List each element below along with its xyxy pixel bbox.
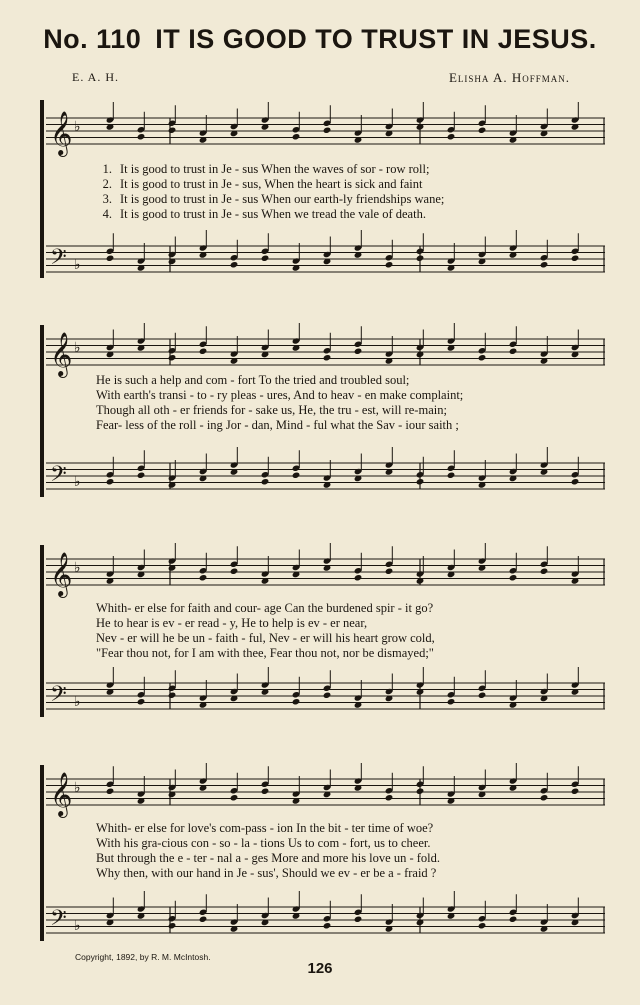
key-flat-icon: ♭	[74, 474, 81, 490]
note-head	[199, 574, 208, 581]
note-head	[416, 788, 425, 795]
treble-staff	[40, 771, 605, 816]
music-system-1	[40, 100, 605, 280]
note-head	[199, 916, 208, 923]
page-number: 126	[307, 960, 333, 977]
verse-line: But through the e - ter - nal a - ges More and more his love un - fold.	[96, 851, 441, 865]
note-head	[354, 916, 363, 923]
bass-clef-icon: 𝄢	[50, 906, 67, 936]
note-head	[447, 133, 456, 140]
staff-notation	[40, 110, 605, 154]
note-head	[261, 255, 270, 262]
note-head	[261, 478, 270, 485]
verse-line: With earth's transi - to - ry pleas - ures, And to heav - en make complaint;	[96, 388, 464, 402]
lyrics-block	[40, 821, 605, 881]
note-head	[230, 261, 239, 268]
note-head	[354, 348, 363, 355]
note-head	[354, 574, 363, 581]
note-head	[230, 794, 239, 801]
note-head	[230, 568, 239, 575]
note-head	[168, 354, 177, 361]
note-head	[106, 478, 115, 485]
note-head	[292, 133, 301, 140]
copyright-notice: Copyright, 1892, by R. M. McIntosh.	[75, 952, 211, 962]
staff-notation	[40, 331, 605, 375]
note-head	[447, 472, 456, 479]
bass-clef-icon: 𝄢	[50, 682, 67, 712]
note-head	[385, 794, 394, 801]
note-head	[106, 788, 115, 795]
verse-line: "Fear thou not, for I am with thee, Fear thou not, nor be dismayed;"	[96, 646, 434, 660]
bass-staff	[40, 238, 605, 278]
lyrics-block	[40, 373, 605, 433]
note-head	[447, 698, 456, 705]
note-head	[106, 255, 115, 262]
note-head	[323, 127, 332, 134]
bass-clef-icon: 𝄢	[50, 462, 67, 492]
treble-clef-icon: 𝄞	[50, 111, 73, 155]
staff-notation	[40, 899, 605, 943]
bass-staff	[40, 455, 605, 495]
key-flat-icon: ♭	[74, 918, 81, 934]
note-head	[540, 261, 549, 268]
verse-line: Why then, with our hand in Je - sus', Should we ev - er be a - fraid ?	[96, 866, 437, 880]
treble-staff	[40, 110, 605, 155]
note-head	[199, 348, 208, 355]
note-head	[478, 354, 487, 361]
note-head	[509, 348, 518, 355]
note-head	[168, 922, 177, 929]
note-head	[416, 478, 425, 485]
note-head	[137, 133, 146, 140]
note-head	[540, 794, 549, 801]
bass-clef-icon: 𝄢	[50, 245, 67, 275]
verse-line: With his gra-cious con - so - la - tions Us to com - fort, us to cheer.	[96, 836, 431, 850]
note-head	[540, 568, 549, 575]
note-head	[571, 255, 580, 262]
lyrics-block	[40, 162, 605, 222]
hymn-title-line	[0, 24, 640, 55]
hymn-title: IT IS GOOD TO TRUST IN JESUS.	[155, 24, 597, 54]
key-flat-icon: ♭	[74, 780, 81, 796]
note-head	[509, 574, 518, 581]
music-system-4	[40, 765, 605, 945]
verse-line: Whith- er else for faith and cour- age Can the burdened spir - it go?	[96, 601, 434, 615]
verse-line: Fear- less of the roll - ing Jor - dan, Mind - ful what the Sav - iour saith ;	[96, 418, 459, 432]
lyrics-block	[40, 601, 605, 661]
treble-clef-icon: 𝄞	[50, 332, 73, 376]
note-head	[385, 568, 394, 575]
music-credit: Elisha A. Hoffman.	[448, 70, 570, 85]
note-head	[137, 472, 146, 479]
verse-line: Nev - er will he be un - faith - ful, Nev - er will his heart grow cold,	[96, 631, 435, 645]
treble-staff	[40, 551, 605, 596]
staff-notation	[40, 675, 605, 719]
treble-clef-icon: 𝄞	[50, 772, 73, 816]
staff-notation	[40, 551, 605, 595]
verse-line: He is such a help and com - fort To the tried and troubled soul;	[96, 373, 410, 387]
words-credit: E. A. H.	[72, 70, 119, 84]
key-flat-icon: ♭	[74, 340, 81, 356]
note-head	[416, 255, 425, 262]
music-system-3	[40, 545, 605, 725]
note-head	[571, 478, 580, 485]
verse-line: 1. It is good to trust in Je - sus When the waves of sor - row roll;	[102, 162, 430, 176]
note-head	[478, 692, 487, 699]
key-flat-icon: ♭	[74, 694, 81, 710]
note-head	[571, 788, 580, 795]
note-head	[261, 788, 270, 795]
verse-line: He to hear is ev - er read - y, He to help is ev - er near,	[96, 616, 368, 630]
note-head	[323, 692, 332, 699]
staff-notation	[40, 455, 605, 499]
note-head	[323, 922, 332, 929]
note-head	[478, 922, 487, 929]
verse-line: Whith- er else for love's com-pass - ion In the bit - ter time of woe?	[96, 821, 434, 835]
note-head	[168, 692, 177, 699]
key-flat-icon: ♭	[74, 560, 81, 576]
note-head	[385, 261, 394, 268]
note-head	[292, 472, 301, 479]
verse-line: 2. It is good to trust in Je - sus, When the heart is sick and faint	[102, 177, 423, 191]
treble-clef-icon: 𝄞	[50, 552, 73, 596]
treble-staff	[40, 331, 605, 376]
staff-notation	[40, 238, 605, 282]
note-head	[168, 127, 177, 134]
music-system-2	[40, 325, 605, 505]
note-head	[323, 354, 332, 361]
note-head	[478, 127, 487, 134]
note-head	[137, 698, 146, 705]
key-flat-icon: ♭	[74, 257, 81, 273]
bass-staff	[40, 675, 605, 715]
bass-staff	[40, 899, 605, 939]
hymn-number: No. 110	[43, 24, 142, 54]
note-head	[292, 698, 301, 705]
staff-notation	[40, 771, 605, 815]
note-head	[509, 916, 518, 923]
verse-line: Though all oth - er friends for - sake us, He, the tru - est, will re-main;	[96, 403, 447, 417]
verse-line: 3. It is good to trust in Je - sus When our earth-ly friendships wane;	[102, 192, 445, 206]
verse-line: 4. It is good to trust in Je - sus When we tread the vale of death.	[102, 207, 426, 221]
key-flat-icon: ♭	[74, 119, 81, 135]
